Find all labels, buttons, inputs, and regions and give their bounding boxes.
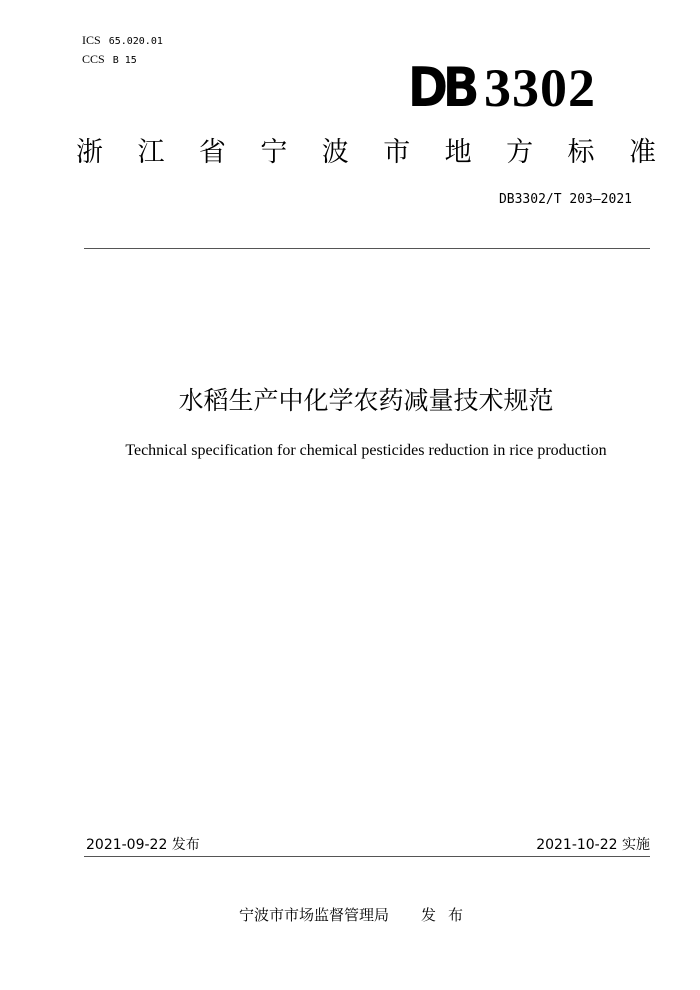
ccs-label: CCS [82, 52, 105, 66]
ics-value: 65.020.01 [108, 36, 163, 47]
standard-type-heading [76, 133, 656, 173]
standard-logo-prefix: DB [407, 56, 475, 119]
footer-divider [84, 856, 650, 857]
publisher-name: 宁波市市场监督管理局 [239, 906, 390, 924]
standard-logo-number: 3302 [484, 58, 596, 118]
publisher-action: 发布 [421, 906, 476, 924]
ics-label: ICS [82, 33, 101, 47]
standard-type-char: 浙 [76, 137, 103, 168]
standard-type-char: 方 [506, 137, 534, 168]
publisher-line [239, 904, 475, 926]
standard-number: DB3302/T 203—2021 [498, 192, 632, 207]
ccs-classification [82, 52, 137, 68]
document-title-chinese: 水稻生产中化学农药减量技术规范 [178, 386, 554, 415]
standard-type-char: 波 [321, 137, 349, 168]
standard-type-char: 江 [137, 137, 165, 168]
header-divider [84, 248, 650, 249]
ics-classification [82, 33, 163, 49]
standard-type-char: 地 [444, 137, 472, 168]
standard-logo [404, 56, 596, 120]
issue-date: 2021-09-22 发布 [86, 837, 200, 853]
standard-type-char: 市 [383, 137, 411, 168]
ccs-value: B 15 [112, 55, 137, 66]
document-title-english: Technical specification for chemical pesticides reduction in rice production [125, 442, 607, 459]
standard-type-char: 宁 [260, 137, 288, 168]
standard-type-char: 省 [198, 137, 226, 168]
standard-type-char: 标 [567, 137, 595, 168]
standard-type-char: 准 [628, 137, 656, 168]
implementation-date: 2021-10-22 实施 [536, 837, 650, 853]
